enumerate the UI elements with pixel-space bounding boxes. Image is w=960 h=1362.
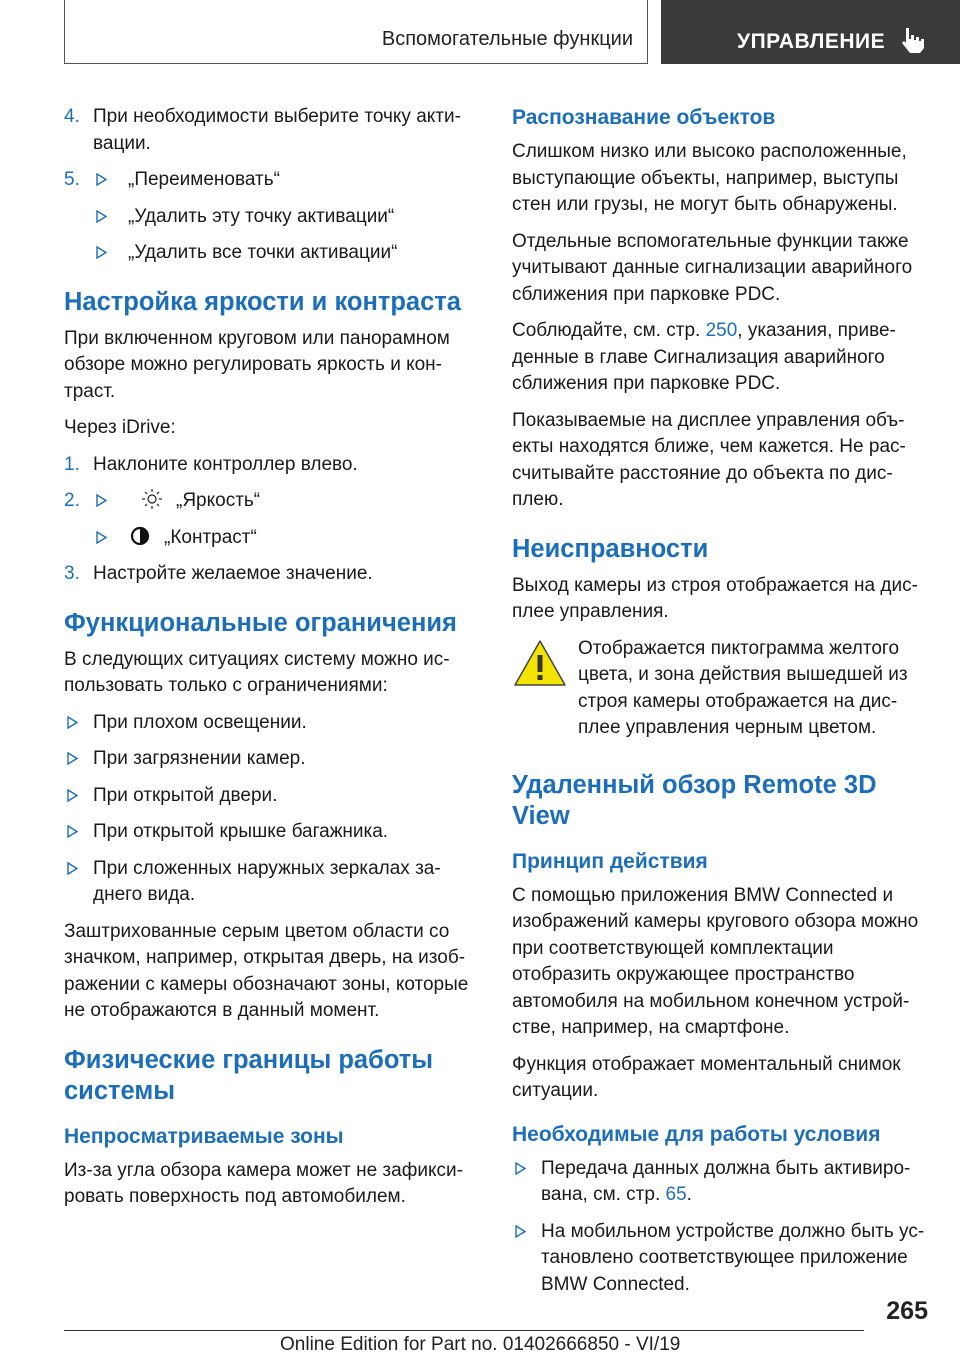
sub-item (64, 204, 476, 231)
heading-physical-limits: Физические границы работы системы (64, 1045, 434, 1105)
triangle-bullet-icon (96, 246, 107, 259)
heading-faults: Неисправности (512, 534, 709, 563)
triangle-bullet-icon (96, 531, 107, 544)
warning-text: Отображается пиктограмма желтого цвета, и зона действия вышедшей из строя камеры отображается на дис-плее управления черным цветом. (578, 637, 908, 738)
list-item (64, 856, 476, 909)
page-reference-link[interactable]: 65 (665, 1184, 687, 1205)
list-item (64, 710, 476, 737)
subheading-principle: Принцип действия (512, 849, 708, 873)
chapter-tab (661, 0, 960, 64)
step-text: „Яркость“ (176, 490, 261, 511)
warning-block (512, 636, 928, 742)
section-title: Вспомогательные функции (381, 28, 633, 50)
step-number: 4. (64, 106, 80, 127)
sub-item-contrast (64, 525, 476, 552)
list-item-text: При открытой двери. (93, 784, 278, 806)
paragraph: Показываемые на дисплее управления объ-екты находятся ближе, чем кажется. Не рас-считывайте расстояние до объекта по дис-плею. (512, 409, 906, 510)
triangle-bullet-icon (96, 210, 107, 223)
contrast-circle-icon (128, 525, 152, 547)
paragraph: Отдельные вспомогательные функции также учитывают данные сигнализации аварийного сближения при парковке PDC. (512, 230, 913, 305)
triangle-bullet-icon (515, 1225, 526, 1238)
step-number: 5. (64, 169, 80, 190)
list-item-text: При открытой крышке багажника. (93, 821, 389, 842)
triangle-bullet-icon (67, 789, 78, 802)
paragraph: Через iDrive: (64, 417, 176, 438)
step-text: При необходимости выберите точку акти-вации. (93, 106, 461, 154)
sub-item-text: „Контраст“ (164, 526, 257, 548)
chapter-tab-label: УПРАВЛЕНИЕ (737, 30, 886, 53)
page-number: 265 (886, 1297, 928, 1325)
step-1 (64, 452, 476, 479)
heading-remote-3d-view: Удаленный обзор Remote 3D View (512, 770, 877, 830)
list-item-text: При плохом освещении. (93, 711, 307, 733)
subheading-conditions: Необходимые для работы условия (512, 1122, 881, 1146)
text-fragment: , указания, приве-денные в главе Сигнализация аварийного сближения при парковке PDC. (512, 320, 896, 394)
list-item (64, 819, 476, 846)
triangle-bullet-icon (67, 752, 78, 765)
triangle-bullet-icon (96, 173, 107, 186)
paragraph: Слишком низко или высоко расположенные, выступающие объекты, например, выступы стен или грузы, не могут быть обнаружены. (512, 141, 907, 215)
triangle-bullet-icon (67, 825, 78, 838)
paragraph (512, 318, 928, 398)
step-number: 2. (64, 490, 80, 511)
paragraph: Функция отображает моментальный снимок ситуации. (512, 1053, 901, 1101)
sub-item (64, 240, 476, 267)
left-column (64, 104, 476, 1221)
page-reference-link[interactable]: 250 (705, 320, 738, 341)
triangle-bullet-icon (515, 1162, 526, 1175)
heading-brightness: Настройка яркости и контраста (64, 287, 461, 316)
step-5 (64, 167, 476, 194)
list-item (64, 783, 476, 810)
warning-triangle-icon (512, 638, 568, 688)
step-2 (64, 488, 476, 515)
list-item-text: При загрязнении камер. (93, 748, 306, 769)
hand-pointer-icon (897, 24, 927, 54)
list-item (512, 1156, 928, 1209)
paragraph: В следующих ситуациях систему можно ис-пользовать только с ограничениями: (64, 648, 450, 696)
paragraph: При включенном круговом или панорамном обзоре можно регулировать яркость и кон-траст. (64, 327, 450, 402)
triangle-bullet-icon (67, 862, 78, 875)
paragraph: Заштрихованные серым цветом области со значком, например, открытая дверь, на изоб-ражении с камеры обозначают зоны, которые не отображаются в данный момент. (64, 920, 469, 1021)
right-column (512, 104, 928, 1308)
step-text: „Переименовать“ (128, 169, 280, 190)
footer-divider (64, 1330, 864, 1331)
text-fragment: Соблюдайте, см. стр. (512, 320, 706, 341)
running-header (64, 0, 648, 64)
step-text: Наклоните контроллер влево. (93, 453, 358, 475)
step-3 (64, 561, 476, 588)
step-number: 3. (64, 563, 80, 584)
paragraph: С помощью приложения BMW Connected и изображений камеры кругового обзора можно при соответствующей комплектации отобразить окружающее пространство автомобиля на мобильном конечном устрой-стве, например, на смартфоне. (512, 884, 919, 1038)
text-fragment: . (686, 1184, 692, 1205)
heading-limits: Функциональные ограничения (64, 608, 457, 637)
triangle-bullet-icon (96, 494, 107, 507)
paragraph: Из-за угла обзора камера может не зафикси-ровать поверхность под автомобилем. (64, 1159, 463, 1207)
list-item-text: При сложенных наружных зеркалах за-днего вида. (93, 857, 441, 905)
subheading-blind-zones: Непросматриваемые зоны (64, 1124, 344, 1148)
sub-item-text: „Удалить эту точку активации“ (128, 205, 395, 227)
list-item (64, 746, 476, 773)
triangle-bullet-icon (67, 716, 78, 729)
paragraph: Выход камеры из строя отображается на дис-плее управления. (512, 574, 918, 622)
edition-footer: Online Edition for Part no. 01402666850 - VI/19 (280, 1334, 681, 1355)
list-item (512, 1219, 928, 1299)
step-4 (64, 104, 476, 157)
step-number: 1. (64, 453, 80, 475)
subheading-object-detection: Распознавание объектов (512, 106, 776, 129)
text-fragment: Передача данных должна быть активиро-вана, см. стр. (541, 1157, 911, 1205)
list-item-text: На мобильном устройстве должно быть ус-тановлено соответствующее приложение BMW Connected. (541, 1220, 925, 1295)
brightness-sun-icon (140, 488, 164, 510)
sub-item-text: „Удалить все точки активации“ (128, 242, 398, 263)
step-text: Настройте желаемое значение. (93, 563, 373, 584)
